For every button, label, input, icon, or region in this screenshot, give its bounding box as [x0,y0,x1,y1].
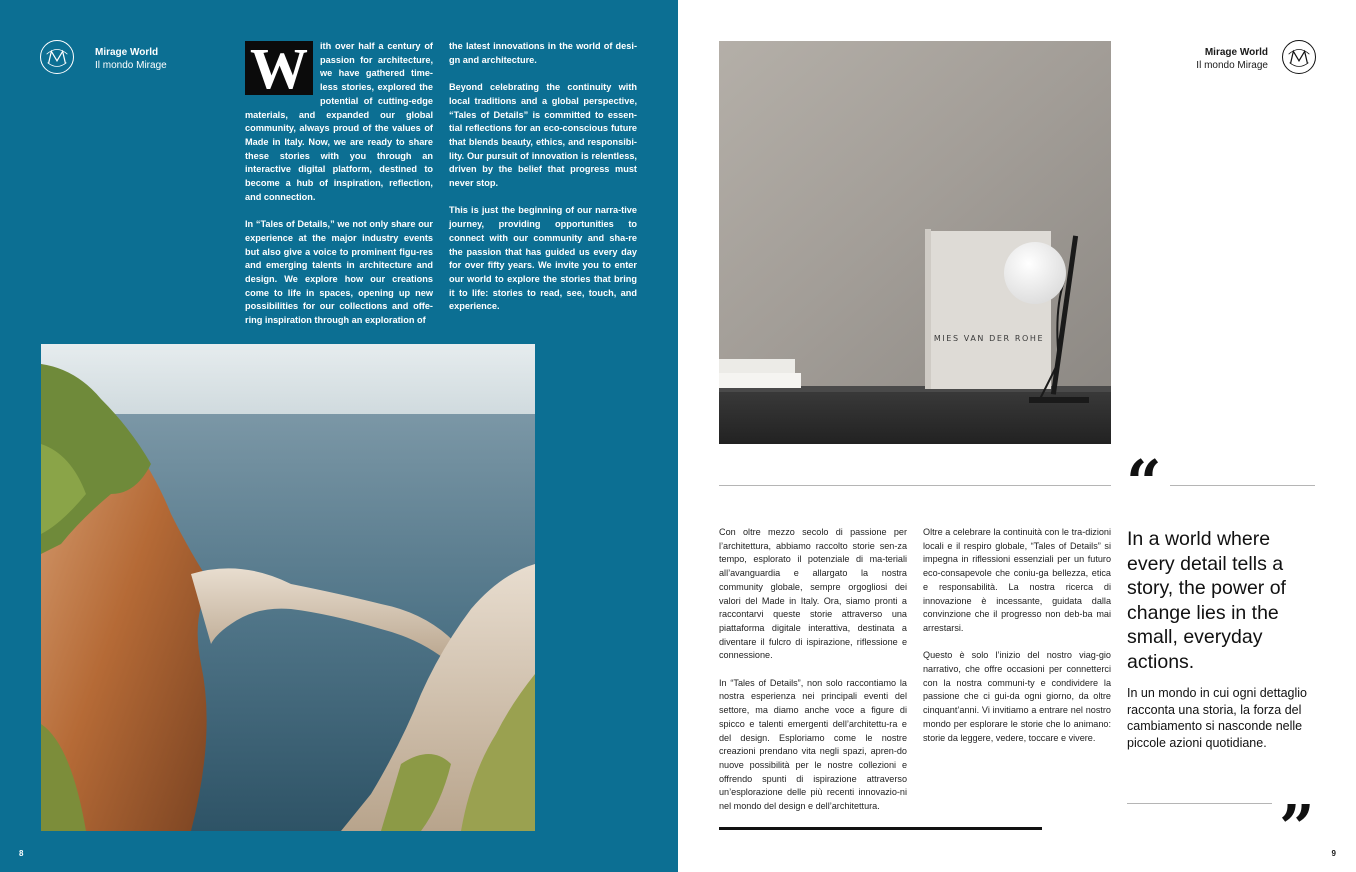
italian-column-2 [923,526,1111,759]
paragraph: Beyond celebrating the continuity with local traditions and a global perspective, “Tales of Details” is committed to essen-tial reflections for an eco-conscious future that blends beauty, ethics, and responsibi-lity. Our pursuit of innovation is relentless, driven by the belief that progress must never stop. [449,82,637,189]
coastal-arch-photo [41,344,535,831]
paragraph: Oltre a celebrare la continuità con le tra-dizioni locali e il respiro globale, “Tales of Details” si impegna in riflessioni essenziali per un futuro eco-consapevole che coniu-ga bellezza, etica e responsabilità. La nostra ricerca di innovazione è incessante, guidata dalla convinzione che il progresso non deb-ba mai arrestarsi. [923,527,1111,633]
italian-column-1 [719,526,907,827]
open-quote-icon: “ [1126,446,1162,519]
book-title-text: MIES VAN DER ROHE [933,334,1045,343]
divider-line [1170,485,1315,486]
divider-line [1127,803,1272,804]
pull-quote-english: In a world where every detail tells a story, the power of change lies in the small, everyday actions. [1127,528,1286,673]
paragraph: Questo è solo l’inizio del nostro viag-gio narrativo, che offre occasioni per connetterci con la nostra communi-ty e condividere la passione che ci gui-da ogni giorno, da oltre cinquant’anni. Vi invitiamo a entrare nel nostro mondo per esplorare le storie che lo animano: storie da leggere, vedere, toccare e vivere. [923,650,1111,743]
english-column-1 [245,36,433,341]
thick-divider-line [719,827,1042,830]
brand-block [1196,46,1268,72]
drop-cap: W [245,41,313,95]
page-number: 8 [19,849,24,858]
paragraph: In “Tales of Details,” we not only share our experience at the major industry events but also give a voice to prominent figu-res and emerging talents in architecture and design. We explore how our creations come to life in spaces, opening up new possibilities for our collections and offe-ring inspiration through an exploration of [245,219,433,326]
brand-subtitle: Il mondo Mirage [95,60,167,71]
paragraph: This is just the beginning of our narra-tive journey, providing opportunities to connect with our community and sha-re the passion that has guided us every day for over fifty years. We invite you to enter our world to explore the stories that bring it to life: stories to read, see, touch, and experience. [449,205,637,312]
brand-block [95,46,167,72]
brand-name: Mirage World [95,47,159,58]
divider-line [719,485,1111,486]
paragraph: ith over half a century of passion for architecture, we have gathered time-less stories, explored the potential of cutting-edge materials, and expanded our global community, always proud of the values of Made in Italy. Now, we are ready to share these stories with you through an interactive digital platform, destined to become a hub of inspiration, reflection, and connection. [245,41,433,202]
mirage-logo-icon [1282,40,1316,74]
right-page [678,0,1356,872]
page-number: 9 [1331,849,1336,858]
paragraph: Con oltre mezzo secolo di passione per l’architettura, abbiamo raccolto storie sen-za tempo, esplorato il potenziale di ma-teriali all’avanguardia e allargato la nostra community globale, sempre orgogliosi dei valori del Made in Italy. Ora, siamo pronti a raccontarvi queste storie attraverso una piattaforma digitale interattiva, destinata a diventare il fulcro di ispirazione, riflessione e connessione. [719,527,907,661]
paragraph: the latest innovations in the world of desi-gn and architecture. [449,41,637,65]
brand-name: Mirage World [1204,47,1268,58]
paragraph: In “Tales of Details”, non solo raccontiamo la nostra esperienza nei principali eventi del settore, ma diamo anche voce a figure di spicco e talenti emergenti dell’architettu-ra e del design. Esploriamo come le nostre creazioni prendano vita negli spazi, apren-do nuove possibilità per le nostre collezioni e offrendo spunti di ispirazione attraverso un’esplorazione delle più recenti innovazio-ni nel mondo del design e dell’architettura. [719,677,907,812]
interior-book-lamp-photo [719,41,1111,444]
brand-subtitle: Il mondo Mirage [1196,60,1268,71]
pull-quote-italian: In un mondo in cui ogni dettaglio racconta una storia, la forza del cambiamento si nasconde nelle piccole azioni quotidiane. [1127,686,1307,750]
close-quote-icon: ” [1279,791,1315,864]
english-column-2 [449,40,637,328]
mirage-logo-icon [40,40,74,74]
